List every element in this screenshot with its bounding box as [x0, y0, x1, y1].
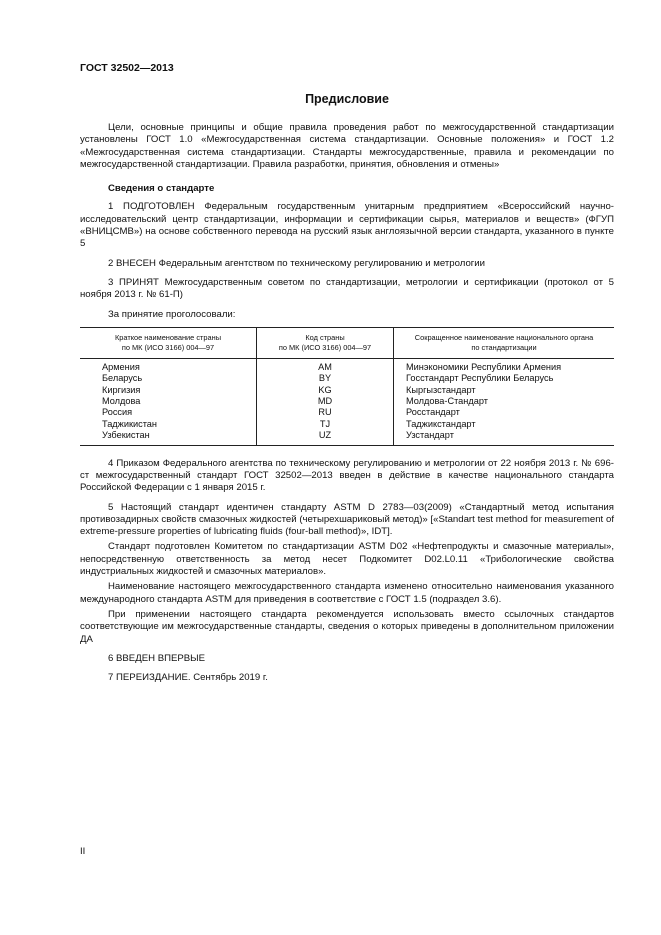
standards-body: Узстандарт — [394, 430, 615, 445]
item-3: 3 ПРИНЯТ Межгосударственным советом по стандартизации, метрологии и сертификации (протокол от 5 ноября 2013 г. № 61-П) — [80, 276, 614, 301]
standards-body: Молдова-Стандарт — [394, 396, 615, 407]
table-header-row — [80, 327, 614, 358]
table-row — [80, 396, 614, 407]
page-title: Предисловие — [305, 92, 389, 106]
country-name: Узбекистан — [102, 430, 150, 441]
country-name: Киргизия — [102, 384, 141, 395]
country-code: UZ — [257, 430, 394, 445]
country-name: Армения — [102, 361, 140, 372]
item-1: 1 ПОДГОТОВЛЕН Федеральным государственным унитарным предприятием «Всероссийский научно-исследовательский центр стандартизации, информации и сертификации сырья, материалов и веществ» (ФГУП «ВНИЦСМВ») на основе собственного перевода на русский язык англоязычной версии стандарта, указанного в пункте 5 — [80, 201, 614, 250]
standards-body: Кыргызстандарт — [394, 385, 615, 396]
main-content — [80, 122, 614, 684]
voting-table — [80, 327, 614, 446]
table-row — [80, 358, 614, 373]
intro-paragraph: Цели, основные принципы и общие правила проведения работ по межгосударственной стандартизации установлены ГОСТ 1.0 «Межгосударственная система стандартизации. Основные положения» и ГОСТ 1.2 «Межгосударственная система стандартизации. Стандарты межгосударственные, правила и рекомендации по межгосударственной стандартизации. Правила разработки, принятия, обновления и отмены» — [80, 122, 614, 170]
item-4: 4 Приказом Федерального агентства по техническому регулированию и метрологии от 22 ноября 2013 г. № 696-ст межгосударственный стандарт ГОСТ 32502—2013 введен в действие в качестве национального стандарта Российской Федерации с 1 января 2015 г. — [80, 457, 614, 494]
standards-body: Росстандарт — [394, 407, 615, 418]
standards-body: Таджикстандарт — [394, 419, 615, 430]
header-country-name: Краткое наименование страны по МК (ИСО 3166) 004—97 — [80, 327, 257, 358]
country-name: Россия — [102, 407, 133, 418]
table-row — [80, 373, 614, 384]
country-name: Таджикистан — [102, 418, 157, 429]
header-standards-body: Сокращенное наименование национального органа по стандартизации — [394, 327, 615, 358]
item-5-committee: Стандарт подготовлен Комитетом по стандартизации ASTM D02 «Нефтепродукты и смазочные материалы», непосредственную ответственность за метод несет Подкомитет D02.L0.11 «Трибологические свойства индустриальных жидкостей и смазочных материалов». — [80, 541, 614, 578]
table-row — [80, 385, 614, 396]
item-5-name-change: Наименование настоящего межгосударственного стандарта изменено относительно наименования указанного международного стандарта ASTM для приведения в соответствие с ГОСТ 1.5 (подраздел 3.6). — [80, 581, 614, 605]
document-code: ГОСТ 32502—2013 — [80, 62, 174, 74]
country-code: AM — [257, 358, 394, 373]
standards-body: Госстандарт Республики Беларусь — [394, 373, 615, 384]
item-5: 5 Настоящий стандарт идентичен стандарту ASTM D 2783—03(2009) «Стандартный метод испытания противозадирных свойств смазочных жидкостей (четырехшариковый метод)» [«Standart test method for measurement of extreme-pressure properties of lubricating fluids (four-ball method)», IDT]. — [80, 501, 614, 538]
section-heading: Сведения о стандарте — [108, 183, 215, 195]
item-7: 7 ПЕРЕИЗДАНИЕ. Сентябрь 2019 г. — [108, 672, 268, 684]
header-country-code: Код страны по МК (ИСО 3166) 004—97 — [257, 327, 394, 358]
standards-body: Минэкономики Республики Армения — [394, 358, 615, 373]
country-code: BY — [257, 373, 394, 384]
vote-intro: За принятие проголосовали: — [108, 308, 236, 320]
table-row — [80, 407, 614, 418]
table-row — [80, 430, 614, 445]
country-code: RU — [257, 407, 394, 418]
country-code: KG — [257, 385, 394, 396]
country-name: Молдова — [102, 396, 141, 407]
country-name: Беларусь — [102, 373, 143, 384]
page-number: II — [80, 846, 86, 857]
item-2: 2 ВНЕСЕН Федеральным агентством по техническому регулированию и метрологии — [108, 257, 486, 269]
country-code: MD — [257, 396, 394, 407]
table-row — [80, 419, 614, 430]
item-5-references: При применении настоящего стандарта рекомендуется использовать вместо ссылочных стандартов соответствующие им межгосударственные стандарты, сведения о которых приведены в дополнительном приложении ДА — [80, 608, 614, 645]
item-6: 6 ВВЕДЕН ВПЕРВЫЕ — [108, 652, 206, 664]
country-code: TJ — [257, 419, 394, 430]
